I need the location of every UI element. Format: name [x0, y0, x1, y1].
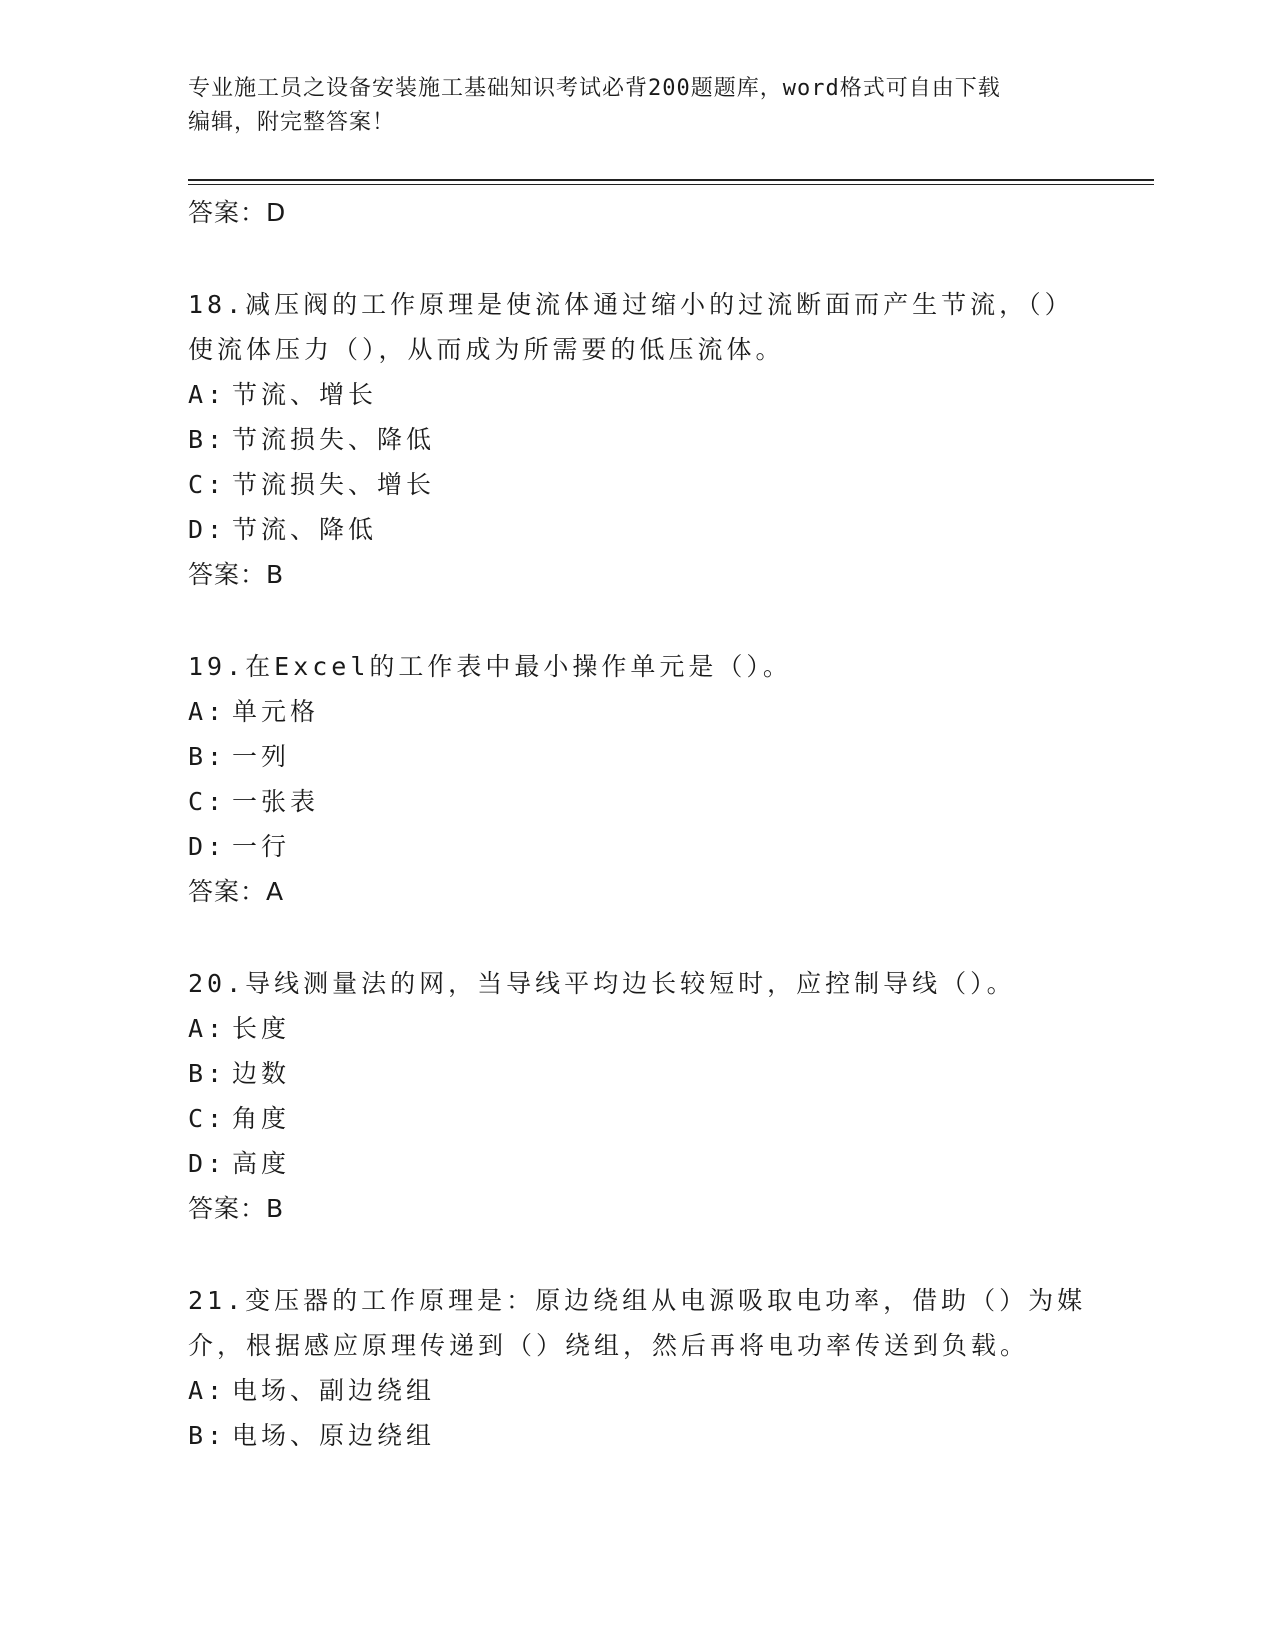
- option-text: 电场、副边绕组: [232, 1376, 436, 1405]
- option-text: 电场、原边绕组: [232, 1421, 436, 1450]
- option-text: 高度: [232, 1149, 291, 1178]
- option-c: [188, 1096, 1088, 1141]
- question-item: [188, 644, 1088, 914]
- option-b: [188, 734, 1088, 779]
- option-key: D:: [188, 515, 227, 544]
- option-key: A:: [188, 697, 227, 726]
- page-header: [188, 72, 1088, 140]
- option-b: [188, 1051, 1088, 1096]
- option-key: A:: [188, 1014, 227, 1043]
- question-list: [188, 190, 1088, 1458]
- header-line-2: 编辑，附完整答案！: [188, 110, 396, 135]
- option-text: 角度: [232, 1104, 291, 1133]
- option-key: B:: [188, 425, 227, 454]
- question-item: [188, 1278, 1088, 1458]
- option-text: 一张表: [232, 787, 320, 816]
- option-a: [188, 372, 1088, 417]
- option-text: 单元格: [232, 697, 320, 726]
- header-rule: [188, 179, 1154, 181]
- option-c: [188, 779, 1088, 824]
- option-key: D:: [188, 832, 227, 861]
- option-key: C:: [188, 470, 227, 499]
- option-key: C:: [188, 787, 227, 816]
- question-stem: 19.在Excel的工作表中最小操作单元是（）。: [188, 652, 792, 681]
- option-text: 边数: [232, 1059, 291, 1088]
- option-key: C:: [188, 1104, 227, 1133]
- option-b: [188, 1413, 1088, 1458]
- option-text: 节流、降低: [232, 515, 378, 544]
- option-text: 节流损失、增长: [232, 470, 436, 499]
- header-rule-thin: [188, 184, 1154, 185]
- option-key: B:: [188, 1421, 227, 1450]
- option-key: A:: [188, 1376, 227, 1405]
- option-text: 一行: [232, 832, 291, 861]
- option-text: 长度: [232, 1014, 291, 1043]
- option-text: 一列: [232, 742, 291, 771]
- option-d: [188, 507, 1088, 552]
- option-d: [188, 824, 1088, 869]
- answer-line: 答案：A: [188, 877, 285, 906]
- question-stem: 18.减压阀的工作原理是使流体通过缩小的过流断面而产生节流，（）使流体压力（），从而成为所需要的低压流体。: [188, 290, 1074, 364]
- question-stem: 20.导线测量法的网，当导线平均边长较短时，应控制导线（）。: [188, 969, 1016, 998]
- option-a: [188, 1006, 1088, 1051]
- option-d: [188, 1141, 1088, 1186]
- question-item: [188, 282, 1088, 597]
- answer-line: 答案：B: [188, 560, 285, 589]
- option-a: [188, 689, 1088, 734]
- option-text: 节流损失、降低: [232, 425, 436, 454]
- answer-line: 答案：B: [188, 1194, 285, 1223]
- option-a: [188, 1368, 1088, 1413]
- option-key: A:: [188, 380, 227, 409]
- question-item: [188, 961, 1088, 1231]
- option-b: [188, 417, 1088, 462]
- question-stem: 21.变压器的工作原理是：原边绕组从电源吸取电功率，借助（）为媒介，根据感应原理传递到（）绕组，然后再将电功率传送到负载。: [188, 1286, 1087, 1360]
- option-key: B:: [188, 1059, 227, 1088]
- option-key: D:: [188, 1149, 227, 1178]
- answer-line: 答案：D: [188, 198, 287, 227]
- header-line-1: 专业施工员之设备安装施工基础知识考试必背200题题库，word格式可自由下载: [188, 76, 1001, 101]
- option-c: [188, 462, 1088, 507]
- option-text: 节流、增长: [232, 380, 378, 409]
- option-key: B:: [188, 742, 227, 771]
